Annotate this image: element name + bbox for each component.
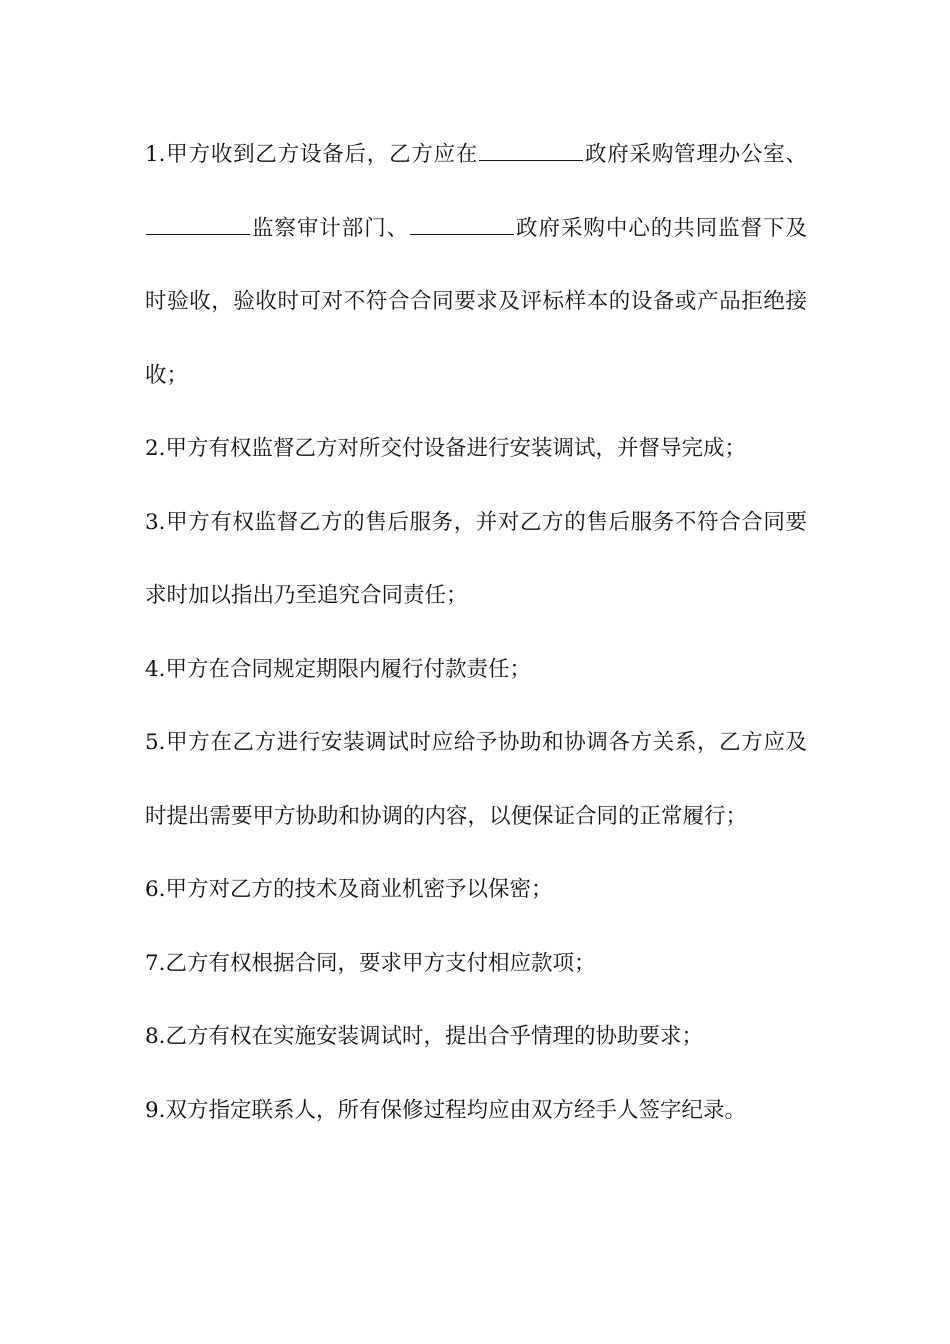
clause-1-text-c: 监察审计部门、	[251, 215, 410, 241]
clause-9: 9.双方指定联系人，所有保修过程均应由双方经手人签字纪录。	[145, 1097, 747, 1123]
clause-3: 3.甲方有权监督乙方的售后服务，并对乙方的售后服务不符合合同要求时加以指出乃至追究合同责任；	[145, 509, 807, 608]
clause-5: 5.甲方在乙方进行安装调试时应给予协助和协调各方关系，乙方应及时提出需要甲方协助和协调的内容，以便保证合同的正常履行；	[145, 730, 807, 829]
document-body	[145, 118, 807, 1147]
clause-1-text-a: 1.甲方收到乙方设备后，乙方应在	[145, 142, 479, 167]
clause-6: 6.甲方对乙方的技术及商业机密予以保密；	[145, 877, 553, 902]
clause-7: 7.乙方有权根据合同，要求甲方支付相应款项；	[145, 950, 596, 976]
clause-1-text-d: 政府采购中心的共同监督下及时验收，验收时可对不符合合同要求及评标样本的设备或产品拒绝接收；	[145, 215, 807, 388]
clause-2: 2.甲方有权监督乙方对所交付设备进行安装调试，并督导完成；	[145, 436, 747, 461]
clause-1	[145, 118, 807, 412]
clause-1-text-b: 政府采购管理办公室、	[584, 142, 807, 167]
clause-4: 4.甲方在合同规定期限内履行付款责任；	[145, 656, 532, 682]
blank-field-2[interactable]	[146, 233, 250, 235]
blank-field-1[interactable]	[479, 159, 583, 161]
clause-8: 8.乙方有权在实施安装调试时，提出合乎情理的协助要求；	[145, 1024, 704, 1049]
blank-field-3[interactable]	[410, 233, 514, 235]
